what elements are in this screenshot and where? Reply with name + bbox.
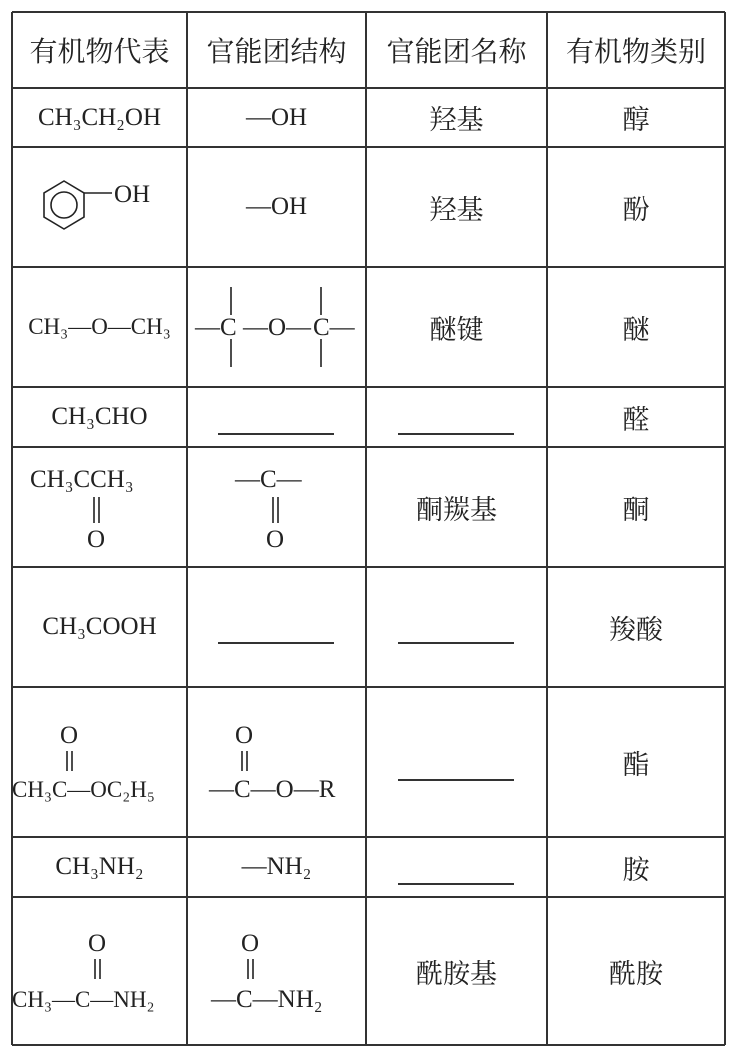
group-name-blank-aldehyde[interactable]	[398, 433, 514, 435]
header-compound: 有机物代表	[29, 35, 170, 68]
ether-c-left: —C	[195, 314, 237, 341]
class-ester: 酯	[622, 749, 650, 781]
ketone-carbonyl-structure	[187, 447, 366, 567]
class-alcohol: 醇	[622, 105, 650, 136]
ether-bond-structure	[187, 267, 366, 387]
acetamide-structure	[12, 897, 187, 1045]
ester-compound-oxygen: O	[60, 722, 79, 749]
ester-group-oxygen: O	[235, 722, 254, 749]
ketone-oxygen: O	[266, 526, 285, 553]
structure-hydroxyl-2: —OH	[245, 193, 308, 220]
phenol-structure	[12, 147, 187, 267]
amide-group-formula: —C—NH₂	[211, 986, 323, 1013]
amide-compound-oxygen: O	[88, 930, 107, 957]
class-ketone: 酮	[622, 494, 650, 526]
header-group-name: 官能团名称	[386, 35, 527, 68]
class-aldehyde: 醛	[622, 404, 650, 436]
group-name-blank-ester[interactable]	[398, 779, 514, 781]
amide-compound-formula: CH₃—C—NH₂	[12, 987, 155, 1012]
ether-c-right: C—	[313, 314, 355, 341]
acetone-oxygen: O	[87, 526, 106, 553]
class-carboxylic-acid: 羧酸	[609, 614, 663, 646]
ether-oxygen: —O—	[243, 314, 312, 341]
compound-acetaldehyde: CH₃CHO	[51, 403, 148, 430]
ester-group-formula: —C—O—R	[209, 776, 336, 803]
acetone-structure	[12, 447, 187, 567]
compound-methylamine: CH₃NH₂	[55, 853, 144, 880]
ester-compound-formula: CH₃C—OC₂H₅	[12, 777, 155, 802]
compound-acetic-acid: CH₃COOH	[42, 613, 157, 640]
benzene-ring	[44, 181, 84, 229]
amide-group-oxygen: O	[241, 930, 260, 957]
header-class: 有机物类别	[565, 35, 706, 68]
class-amine: 胺	[622, 854, 650, 886]
group-name-ether-bond: 醚键	[429, 314, 484, 346]
class-amide: 酰胺	[609, 958, 663, 990]
benzene-inner-circle	[51, 192, 77, 218]
structure-blank-aldehyde[interactable]	[218, 433, 334, 435]
ester-group-structure	[187, 687, 366, 837]
group-name-hydroxyl-2: 羟基	[429, 194, 484, 226]
phenol-oh-label: OH	[114, 181, 151, 208]
compound-ethanol: CH₃CH₂OH	[38, 103, 161, 131]
structure-blank-acid[interactable]	[218, 642, 334, 644]
group-name-blank-amine[interactable]	[398, 883, 514, 885]
amide-group-structure	[187, 897, 366, 1045]
group-name-amide: 酰胺基	[416, 958, 497, 990]
group-name-blank-acid[interactable]	[398, 642, 514, 644]
structure-amino: —NH₂	[241, 853, 312, 880]
header-structure: 官能团结构	[206, 35, 347, 68]
group-name-ketone-carbonyl: 酮羰基	[416, 494, 497, 526]
ketone-carbon: —C—	[235, 466, 302, 493]
acetone-formula: CH₃CCH₃	[30, 466, 134, 493]
compound-dimethyl-ether: CH₃—O—CH₃	[28, 314, 171, 339]
class-ether: 醚	[622, 314, 650, 346]
class-phenol: 酚	[622, 194, 650, 226]
structure-hydroxyl: —OH	[245, 103, 308, 131]
group-name-hydroxyl: 羟基	[429, 105, 484, 136]
ethyl-acetate-structure	[12, 687, 187, 837]
